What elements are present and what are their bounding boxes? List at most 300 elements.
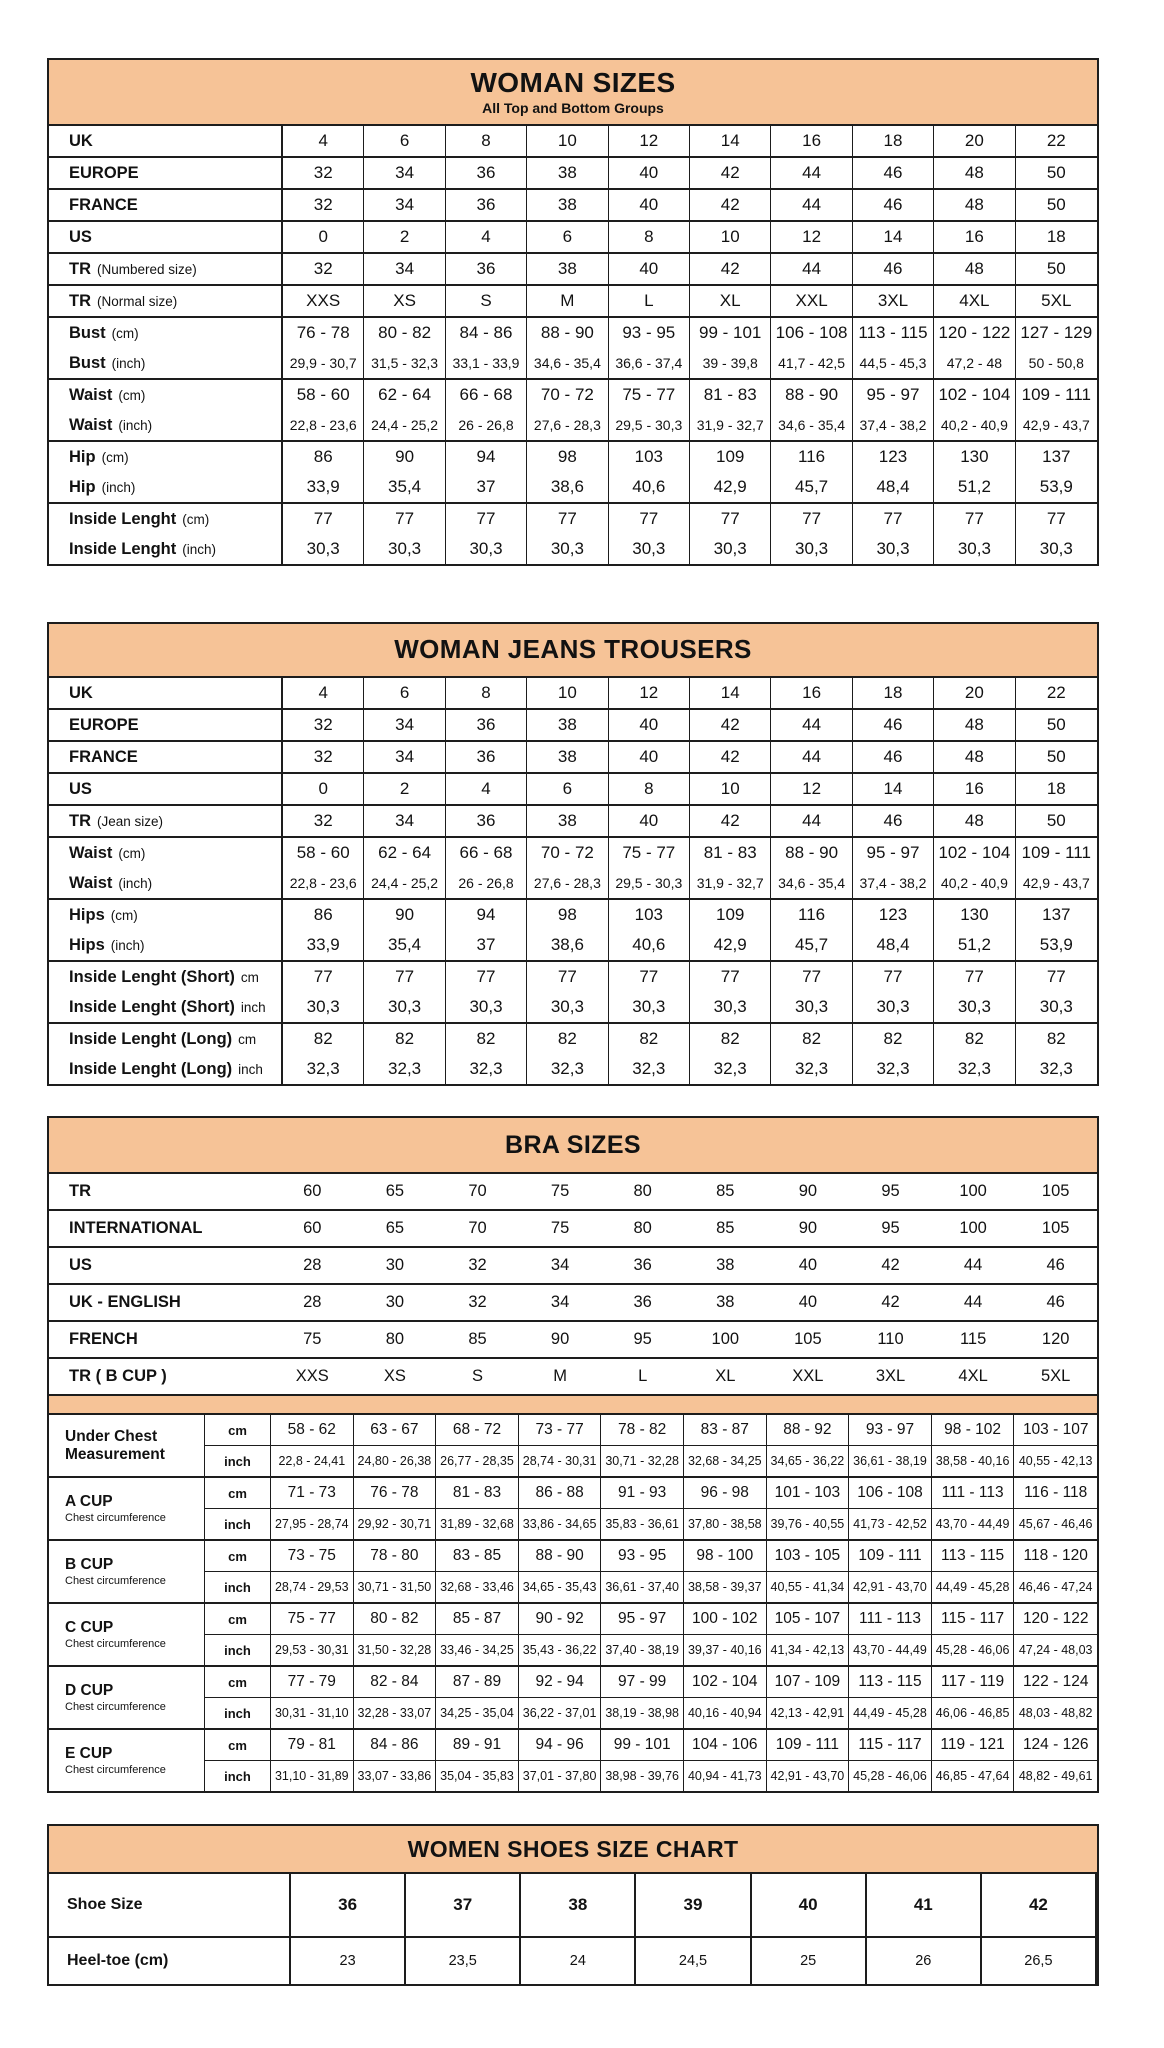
size-value: 50 [1046,259,1066,278]
size-value: 4 [446,222,527,252]
bra-value: L [638,1367,648,1385]
size-value: 30,3 [283,534,364,564]
size-value: 32 [283,158,364,188]
size-value: 50 [1046,811,1066,830]
size-value: 26 - 26,8 [446,410,527,440]
measure-group-label [49,1541,205,1602]
size-value: 86 [283,442,364,472]
shoe-value: 39 [636,1874,751,1936]
size-value: 4 [283,678,364,708]
row-label [49,348,283,378]
row-label [49,930,283,960]
shoe-value: 26 [867,1938,982,1984]
size-value: 42 [690,806,771,836]
shoe-value: 37 [406,1874,521,1936]
bra-inch-value: 30,71 - 32,28 [601,1446,684,1476]
size-value: 46 [853,806,934,836]
size-value: 38 [527,806,608,836]
bra-value: 30 [385,1256,405,1274]
size-value: 0 [283,222,364,252]
bra-value: 90 [550,1330,570,1348]
size-value: 48 [934,254,1015,284]
row-label-main: TR ( B CUP ) [69,1367,167,1385]
size-value: 26 - 26,8 [446,868,527,898]
size-value: 36,6 - 37,4 [609,348,690,378]
size-value: 36 [446,158,527,188]
size-value: 40,6 [609,472,690,502]
size-value: 31,9 - 32,7 [690,410,771,440]
size-value: 12 [771,774,852,804]
size-value: 77 [283,504,364,534]
size-value: 18 [1046,779,1066,798]
bra-inch-value: 30,71 - 31,50 [354,1572,437,1602]
bra-cm-value: 97 - 99 [601,1667,684,1698]
row-label-main: Heel-toe (cm) [67,1952,169,1969]
size-value: L [609,286,690,316]
size-value: 42,9 - 43,7 [1022,875,1090,891]
row-label-note: (cm) [101,449,129,465]
bra-measure-group [49,1730,1097,1791]
size-value: 31,9 - 32,7 [690,868,771,898]
spacer [47,1086,1099,1116]
bra-cm-value: 104 - 106 [684,1730,767,1761]
women-shoes-body [49,1874,1097,1984]
bra-row [49,1211,1097,1248]
size-value: 95 - 97 [853,838,934,868]
row-label [49,710,283,740]
bra-cm-value: 106 - 108 [849,1478,932,1509]
size-value: 42 [690,742,771,772]
bra-cm-value: 124 - 126 [1014,1730,1097,1761]
row-label-note: (inch) [118,875,153,891]
size-value: 34 [364,254,445,284]
bra-cm-value: 88 - 92 [767,1415,850,1446]
bra-value: 32 [468,1293,487,1311]
size-value: 30,3 [1039,997,1073,1016]
row-label [49,838,283,868]
bra-cm-value: 111 - 113 [932,1478,1015,1509]
women-shoes-title: WOMEN SHOES SIZE CHART [407,1835,739,1862]
size-value: 77 [364,504,445,534]
bra-value: 40 [798,1293,818,1311]
bra-inch-value: 45,67 - 46,46 [1018,1517,1093,1531]
bra-sizes-table [47,1116,1099,1793]
row-label-main: Waist [69,385,113,404]
size-value: 44 [771,190,852,220]
bra-sizes-plain-body [49,1174,1097,1396]
bra-cm-value: 68 - 72 [436,1415,519,1446]
bra-cm-value: 91 - 93 [601,1478,684,1509]
bra-cm-value: 86 - 88 [519,1478,602,1509]
table-row [49,254,1097,284]
bra-cm-value: 113 - 115 [849,1667,932,1698]
bra-value: 100 [959,1219,987,1237]
size-value: 40 [609,158,690,188]
row-label-note: (cm) [182,511,210,527]
row-label-note: inch [238,1061,263,1077]
bra-inch-value: 33,07 - 33,86 [354,1761,437,1791]
bra-value: 75 [550,1219,570,1237]
size-row-group [49,774,1097,806]
size-row-group [49,222,1097,254]
table-row [49,534,1097,564]
row-label-main: EUROPE [69,163,139,182]
bra-cm-value: 111 - 113 [849,1604,932,1635]
woman-sizes-header [49,60,1097,126]
bra-inch-value: 48,03 - 48,82 [1018,1706,1093,1720]
shoe-value: 24,5 [636,1938,751,1984]
bra-inch-value: 46,46 - 47,24 [1018,1580,1093,1594]
row-label [49,222,283,252]
unit-label-cm: cm [205,1604,271,1635]
row-label-main: Hips [69,905,105,924]
row-label-main: US [69,227,92,246]
size-value: 109 - 111 [1021,385,1091,404]
row-label-main: TR [69,811,91,830]
row-label-note: (inch) [101,479,136,495]
women-shoes-header [49,1826,1097,1874]
bra-cm-value: 78 - 82 [601,1415,684,1446]
size-value: 88 - 90 [527,318,608,348]
bra-cm-value: 113 - 115 [932,1541,1015,1572]
size-value: 30,3 [771,992,852,1022]
unit-label-inch: inch [205,1572,271,1602]
bra-value: 80 [633,1219,652,1237]
size-value: 130 [934,442,1015,472]
bra-value: 44 [963,1293,983,1311]
row-label [49,504,283,534]
bra-inch-value: 46,06 - 46,85 [932,1698,1015,1728]
size-value: 30,3 [446,992,527,1022]
table-row [49,126,1097,156]
size-value: 30,3 [1039,539,1073,558]
bra-value: 38 [716,1293,735,1311]
bra-cm-value: 100 - 102 [684,1604,767,1635]
bra-sizes-header [49,1118,1097,1174]
bra-value: 95 [633,1330,652,1348]
size-value: 34 [364,710,445,740]
row-label-note: (inch) [118,417,153,433]
size-value: 32,3 [364,1054,445,1084]
bra-cm-value: 118 - 120 [1014,1541,1097,1572]
woman-jeans-title: WOMAN JEANS TROUSERS [394,634,752,665]
bra-cm-value: 76 - 78 [354,1478,437,1509]
size-value: 77 [771,962,852,992]
size-value: 36 [446,710,527,740]
bra-value: 90 [798,1182,818,1200]
row-label-main: Bust [69,323,106,342]
size-value: 32,3 [690,1054,771,1084]
size-value: 53,9 [1039,935,1073,954]
bra-value: XXL [792,1367,824,1385]
bra-value: 3XL [875,1367,906,1385]
row-label [49,806,283,836]
size-value: 40,2 - 40,9 [934,868,1015,898]
bra-measure-group [49,1478,1097,1541]
size-value: 82 [609,1024,690,1054]
size-value: 10 [690,222,771,252]
size-value: 40 [609,710,690,740]
row-label [49,1211,271,1246]
bra-inch-value: 43,70 - 44,49 [932,1509,1015,1539]
bra-inch-value: 29,53 - 30,31 [271,1635,354,1665]
row-label [49,442,283,472]
measure-group-label [49,1667,205,1728]
bra-cm-value: 101 - 103 [767,1478,850,1509]
row-label-main: Inside Lenght [69,539,177,558]
size-row-group [49,442,1097,504]
bra-inch-value: 34,65 - 35,43 [519,1572,602,1602]
size-row-group [49,806,1097,838]
table-row [49,1054,1097,1084]
size-value: 20 [934,678,1015,708]
bra-value: 40 [798,1256,818,1274]
size-value: 48 [934,806,1015,836]
measure-group-label [49,1730,205,1791]
size-value: 30,3 [771,534,852,564]
bra-inch-value: 40,55 - 42,13 [1018,1454,1093,1468]
size-row-group [49,158,1097,190]
size-value: 5XL [1041,291,1072,310]
size-value: 47,2 - 48 [934,348,1015,378]
row-label-main: US [69,779,92,798]
table-row [49,710,1097,740]
bra-value: 105 [794,1330,822,1348]
size-value: 33,9 [283,472,364,502]
size-value: 16 [771,678,852,708]
table-row [49,962,1097,992]
size-value: 30,3 [446,534,527,564]
table-row [49,472,1097,502]
size-value: 18 [1046,227,1066,246]
bra-cm-value: 119 - 121 [932,1730,1015,1761]
size-value: 36 [446,742,527,772]
size-value: 34 [364,158,445,188]
size-value: 98 [527,442,608,472]
size-value: 31,5 - 32,3 [364,348,445,378]
bra-cm-value: 122 - 124 [1014,1667,1097,1698]
row-label-main: Hip [69,477,96,496]
table-row [49,806,1097,836]
row-label-main: Hips [69,935,105,954]
size-value: 42,9 [690,930,771,960]
size-value: 66 - 68 [446,838,527,868]
bra-inch-value: 29,92 - 30,71 [354,1509,437,1539]
bra-value: 28 [303,1256,322,1274]
size-value: 77 [690,962,771,992]
size-value: 29,5 - 30,3 [609,868,690,898]
table-row [49,442,1097,472]
size-value: 48 [934,742,1015,772]
size-value: 10 [690,774,771,804]
size-value: 29,9 - 30,7 [283,348,364,378]
bra-cm-value: 115 - 117 [932,1604,1015,1635]
size-value: 32 [283,710,364,740]
woman-sizes-body [49,126,1097,564]
size-value: 30,3 [609,992,690,1022]
size-value: 38,6 [527,472,608,502]
size-value: 116 [771,442,852,472]
table-row [49,318,1097,348]
bra-value: 105 [1041,1219,1070,1237]
size-value: 50 [1046,715,1066,734]
size-row-group [49,710,1097,742]
bra-cm-value: 107 - 109 [767,1667,850,1698]
bra-inch-value: 40,55 - 41,34 [767,1572,850,1602]
bra-inch-value: 36,61 - 37,40 [601,1572,684,1602]
size-value: 42 [690,254,771,284]
bra-cm-value: 93 - 95 [601,1541,684,1572]
size-value: 53,9 [1039,477,1073,496]
row-label [49,868,283,898]
size-value: 102 - 104 [934,838,1015,868]
row-label [49,472,283,502]
bra-inch-value: 42,91 - 43,70 [849,1572,932,1602]
size-value: 2 [364,222,445,252]
row-label-main: FRANCE [69,195,138,214]
size-value: S [446,286,527,316]
bra-cm-value: 102 - 104 [684,1667,767,1698]
table-row [49,838,1097,868]
size-row-group [49,190,1097,222]
measure-label-main: A CUP [65,1493,113,1511]
bra-value: 30 [385,1293,405,1311]
size-value: 32,3 [527,1054,608,1084]
size-row-group [49,254,1097,286]
bra-measure-group [49,1541,1097,1604]
size-value: 14 [690,678,771,708]
size-value: 46 [853,190,934,220]
size-row-group [49,742,1097,774]
size-value: 38 [527,190,608,220]
table-row [49,410,1097,440]
row-label [49,318,283,348]
bra-value: 80 [633,1182,652,1200]
size-value: 77 [690,504,771,534]
bra-value: 38 [716,1256,735,1274]
bra-value: XS [383,1367,406,1385]
bra-inch-value: 28,74 - 30,31 [519,1446,602,1476]
bra-cm-value: 89 - 91 [436,1730,519,1761]
row-label [49,254,283,284]
size-value: 42,9 - 43,7 [1022,417,1090,433]
size-value: 77 [527,962,608,992]
bra-value: 85 [468,1330,487,1348]
bra-inch-value: 38,19 - 38,98 [601,1698,684,1728]
size-value: 44 [771,742,852,772]
table-row [49,900,1097,930]
size-value: 30,3 [853,992,934,1022]
size-value: 58 - 60 [283,838,364,868]
bra-inch-value: 36,61 - 38,19 [849,1446,932,1476]
size-value: 77 [609,504,690,534]
row-label [49,1322,271,1357]
bra-section-divider [49,1396,1097,1415]
size-value: 32,3 [1039,1059,1073,1078]
bra-value: 70 [468,1182,487,1200]
size-value: 81 - 83 [690,838,771,868]
bra-value: 100 [959,1182,987,1200]
bra-cm-value: 71 - 73 [271,1478,354,1509]
size-value: 103 [609,442,690,472]
size-value: 34,6 - 35,4 [771,868,852,898]
size-value: 123 [853,442,934,472]
bra-inch-value: 34,65 - 36,22 [767,1446,850,1476]
row-label [49,286,283,316]
bra-inch-value: 32,28 - 33,07 [354,1698,437,1728]
size-value: 38 [527,742,608,772]
bra-inch-value: 37,40 - 38,19 [601,1635,684,1665]
woman-sizes-subtitle: All Top and Bottom Groups [482,100,664,117]
size-value: 94 [446,900,527,930]
bra-inch-value: 43,70 - 44,49 [849,1635,932,1665]
size-value: 77 [934,962,1015,992]
row-label [49,678,283,708]
size-value: 40 [609,806,690,836]
size-value: 20 [934,126,1015,156]
bra-inch-value: 40,94 - 41,73 [684,1761,767,1791]
bra-inch-value: 24,80 - 26,38 [354,1446,437,1476]
size-value: 62 - 64 [364,838,445,868]
size-value: 90 [364,900,445,930]
woman-sizes-table [47,58,1099,566]
size-value: 38,6 [527,930,608,960]
shoe-value: 25 [752,1938,867,1984]
size-value: 27,6 - 28,3 [527,410,608,440]
size-value: 77 [1046,509,1066,528]
size-value: 8 [446,678,527,708]
women-shoes-table [47,1824,1099,1986]
row-label-main: Inside Lenght (Short) [69,967,235,986]
bra-value: 75 [550,1182,570,1200]
size-value: 32,3 [934,1054,1015,1084]
size-value: 22,8 - 23,6 [283,410,364,440]
bra-value: 46 [1046,1256,1065,1274]
size-value: 37,4 - 38,2 [853,868,934,898]
unit-label-inch: inch [205,1761,271,1791]
bra-inch-value: 35,83 - 36,61 [601,1509,684,1539]
measure-label-sub: Chest circumference [65,1637,166,1650]
table-row [49,992,1097,1022]
size-row-group [49,380,1097,442]
row-label-main: UK [69,683,93,702]
row-label-note: (cm) [111,325,139,341]
row-label-main: Shoe Size [67,1896,143,1913]
size-value: 51,2 [934,472,1015,502]
size-value: 30,3 [364,534,445,564]
bra-value: 36 [633,1293,652,1311]
shoe-row [49,1938,1097,1984]
size-value: 30,3 [934,992,1015,1022]
size-value: 48,4 [853,930,934,960]
size-value: 8 [609,774,690,804]
size-value: 44 [771,806,852,836]
size-value: 94 [446,442,527,472]
size-value: 82 [283,1024,364,1054]
size-value: M [527,286,608,316]
size-value: 76 - 78 [283,318,364,348]
bra-inch-value: 44,49 - 45,28 [932,1572,1015,1602]
table-row [49,190,1097,220]
measure-label-main: B CUP [65,1556,114,1574]
bra-cm-value: 103 - 105 [767,1541,850,1572]
row-label-main: TR [69,291,91,310]
size-value: 46 [853,254,934,284]
bra-value: 85 [716,1182,735,1200]
size-value: 77 [934,504,1015,534]
size-value: 38 [527,710,608,740]
unit-label-cm: cm [205,1730,271,1761]
